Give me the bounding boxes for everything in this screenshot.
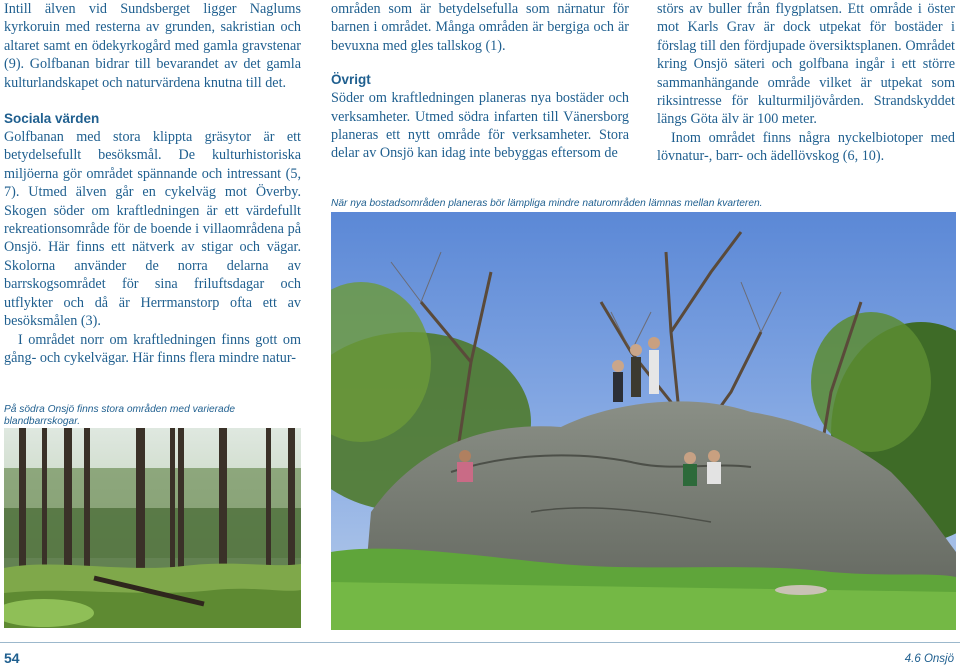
text-column-2 — [331, 0, 629, 163]
paragraph: Inom området finns några nyckelbiotoper med lövnatur-, barr- och ädellövskog (6, 10). — [657, 129, 955, 165]
footer-divider — [0, 642, 960, 643]
paragraph: områden som är betydelsefulla som närnatur för barnen i området. Många områden är bergiga och är bevuxna med gles tallskog (1). — [331, 1, 629, 54]
paragraph: I området norr om kraftledningen finns gott om gång- och cykelvägar. Här finns flera mindre natur- — [4, 331, 301, 366]
text-column-1 — [4, 0, 301, 367]
photo-mixed-forest — [4, 428, 301, 628]
paragraph: störs av buller från flygplatsen. Ett område i öster mot Karls Grav är dock utpekat för bostäder i förslag till den fördjupade översiktsplanen. Området kring Onsjö säteri och golfbana ingår i ett större sammanhängande område vilket är utpekat som riksintresse för kulturmiljövården. Strandskyddet längs Göta älv är 100 meter. — [657, 1, 955, 128]
photo-caption-rock: När nya bostadsområden planeras bör lämpliga mindre naturområden lämnas mellan kvarteren. — [331, 198, 763, 209]
photo-children-on-rock — [331, 212, 956, 630]
photo-caption-forest: På södra Onsjö finns stora områden med varierade blandbarrskogar. — [4, 404, 236, 427]
paragraph: Intill älven vid Sundsberget ligger Naglums kyrkoruin med resterna av grunden, sakristian och altaret samt en ödekyrkogård med gamla gravstenar (9). Golfbanan bidrar till bevarandet av det gamla kulturlandskapet och naturvärdena knutna till det. — [4, 1, 301, 91]
text-column-3 — [657, 0, 955, 166]
paragraph: Golfbanan med stora klippta gräsytor är ett betydelsefullt besöksmål. De kulturhistoriska miljöerna gör området spännande och intressant (5, 7). Utmed älven går en cykelväg mot Överby. Skogen söder om kraftledningen är ett värdefullt rekreationsområde för de boende i villaområdena på Onsjö. Här finns ett nätverk av stigar och vägar. Skolorna använder de norra delarna av barrskogsområdet för sina friluftsdagar och utflykter och då är Herrmanstorp ofta ett av besöksmålen (3). — [4, 129, 301, 330]
paragraph: Söder om kraftledningen planeras nya bostäder och verksamheter. Utmed södra infarten till Vänersborg planeras ett nytt område för verksamheter. Stora delar av Onsjö kan idag inte bebyggas eftersom de — [331, 90, 629, 162]
section-heading-ovrigt: Övrigt — [331, 72, 371, 88]
rock-photo-illustration — [331, 212, 956, 630]
chapter-label: 4.6 Onsjö — [904, 653, 954, 665]
section-heading-sociala: Sociala värden — [4, 111, 100, 127]
page-number: 54 — [4, 650, 20, 666]
forest-photo-illustration — [4, 428, 301, 628]
